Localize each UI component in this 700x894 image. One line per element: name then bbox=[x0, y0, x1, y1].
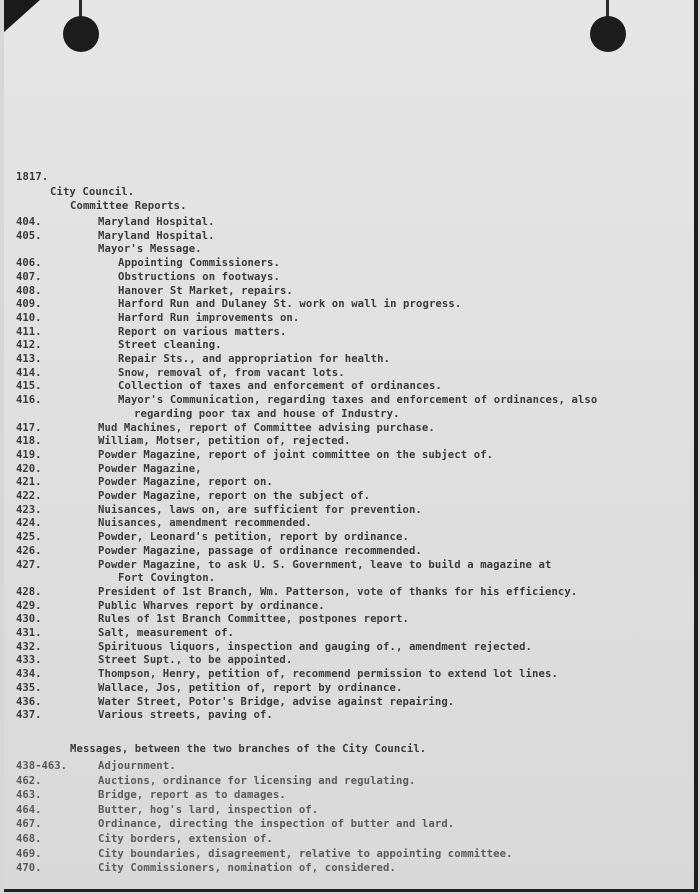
message-number: 464. bbox=[16, 803, 42, 816]
entry-text: Harford Run and Dulaney St. work on wall in progress. bbox=[118, 298, 462, 311]
entry-text: Powder Magazine, report on. bbox=[98, 476, 273, 489]
council-heading: City Council. bbox=[50, 186, 135, 198]
entry-text: Powder Magazine, to ask U. S. Government, leave to build a magazine at bbox=[98, 558, 552, 571]
entry-number: 420. bbox=[16, 462, 42, 475]
entry-text: Wallace, Jos, petition of, report by ordinance. bbox=[98, 681, 403, 694]
message-text: Auctions, ordinance for licensing and regulating. bbox=[98, 774, 416, 787]
entry-text: Obstructions on footways. bbox=[118, 270, 280, 283]
entry-text: Mud Machines, report of Committee advising purchase. bbox=[98, 421, 435, 434]
message-text: City Commissioners, nomination of, considered. bbox=[98, 862, 396, 875]
entry-text: Hanover St Market, repairs. bbox=[118, 284, 293, 297]
entry-number: 411. bbox=[16, 325, 42, 338]
entry-text: Powder Magazine, passage of ordinance recommended. bbox=[98, 544, 422, 557]
entry-text: Maryland Hospital. bbox=[98, 229, 215, 242]
entry-number: 418. bbox=[16, 435, 42, 448]
entry-text: Rules of 1st Branch Committee, postpones report. bbox=[98, 613, 409, 626]
message-text: City boundaries, disagreement, relative to appointing committee. bbox=[98, 847, 513, 860]
entry-number: 415. bbox=[16, 380, 42, 393]
entry-number: 437. bbox=[16, 709, 42, 722]
entry-text: Powder Magazine, bbox=[98, 462, 202, 475]
entry-number: 409. bbox=[16, 298, 42, 311]
punch-hole-right bbox=[590, 16, 626, 52]
entry-number: 417. bbox=[16, 421, 42, 434]
entry-text: Powder Magazine, report of joint committee on the subject of. bbox=[98, 448, 494, 461]
message-text: Butter, hog's lard, inspection of. bbox=[98, 803, 319, 816]
messages-heading: Messages, between the two branches of the City Council. bbox=[70, 743, 427, 755]
entry-number: 432. bbox=[16, 640, 42, 653]
entry-number: 427. bbox=[16, 558, 42, 571]
entry-text: regarding poor tax and house of Industry. bbox=[134, 407, 400, 420]
entry-number: 434. bbox=[16, 668, 42, 681]
entry-number: 425. bbox=[16, 531, 42, 544]
punch-hole-left bbox=[63, 16, 99, 52]
entry-number: 435. bbox=[16, 681, 42, 694]
message-number: 470. bbox=[16, 862, 42, 875]
message-number: 469. bbox=[16, 847, 42, 860]
entry-number: 404. bbox=[16, 216, 42, 228]
message-number: 463. bbox=[16, 789, 42, 802]
entry-text: Snow, removal of, from vacant lots. bbox=[118, 366, 345, 379]
page-bottom-edge bbox=[4, 889, 698, 892]
entry-text: Collection of taxes and enforcement of ordinances. bbox=[118, 380, 442, 393]
page-right-edge bbox=[694, 0, 698, 892]
entry-number: 431. bbox=[16, 627, 42, 639]
message-number: 467. bbox=[16, 818, 42, 831]
message-text: Adjournment. bbox=[98, 760, 176, 772]
entry-number: 424. bbox=[16, 517, 42, 530]
entry-number: 410. bbox=[16, 311, 42, 324]
entry-text: Street Supt., to be appointed. bbox=[98, 654, 293, 667]
entry-text: Fort Covington. bbox=[118, 572, 216, 585]
entry-text: Thompson, Henry, petition of, recommend permission to extend lot lines. bbox=[98, 668, 558, 681]
entry-number: 426. bbox=[16, 544, 42, 557]
entry-number: 416. bbox=[16, 394, 42, 407]
message-number: 438-463. bbox=[16, 760, 68, 772]
entry-number: 436. bbox=[16, 695, 42, 708]
entry-number: 430. bbox=[16, 613, 42, 626]
entry-text: Spirituous liquors, inspection and gauging of., amendment rejected. bbox=[98, 640, 533, 653]
entry-number: 423. bbox=[16, 503, 42, 516]
entry-number: 405. bbox=[16, 229, 42, 242]
entry-text: Salt, measurement of. bbox=[98, 627, 235, 639]
message-number: 468. bbox=[16, 833, 42, 845]
committee-reports-heading: Committee Reports. bbox=[70, 200, 187, 212]
entry-number: 433. bbox=[16, 654, 42, 667]
entry-number: 414. bbox=[16, 366, 42, 379]
message-text: Ordinance, directing the inspection of butter and lard. bbox=[98, 818, 455, 831]
page-corner-shadow bbox=[4, 0, 41, 33]
entry-text: William, Motser, petition of, rejected. bbox=[98, 435, 351, 448]
document-page bbox=[4, 0, 698, 892]
entry-text: Various streets, paving of. bbox=[98, 709, 273, 722]
message-text: City borders, extension of. bbox=[98, 833, 273, 845]
entry-text: President of 1st Branch, Wm. Patterson, vote of thanks for his efficiency. bbox=[98, 585, 578, 598]
year-heading: 1817. bbox=[16, 171, 49, 183]
entry-text: Powder Magazine, report on the subject of. bbox=[98, 490, 371, 502]
entry-text: Repair Sts., and appropriation for health. bbox=[118, 353, 391, 365]
entry-text: Public Wharves report by ordinance. bbox=[98, 599, 325, 612]
entry-text: Mayor's Message. bbox=[98, 243, 202, 256]
entry-number: 421. bbox=[16, 476, 42, 489]
entry-text: Harford Run improvements on. bbox=[118, 311, 300, 324]
entry-number: 428. bbox=[16, 585, 42, 598]
entry-text: Report on various matters. bbox=[118, 325, 287, 338]
entry-number: 406. bbox=[16, 257, 42, 270]
entry-text: Nuisances, laws on, are sufficient for prevention. bbox=[98, 503, 422, 516]
entry-text: Powder, Leonard's petition, report by ordinance. bbox=[98, 531, 409, 544]
entry-number: 407. bbox=[16, 270, 42, 283]
message-number: 462. bbox=[16, 774, 42, 787]
entry-number: 413. bbox=[16, 353, 42, 365]
entry-text: Appointing Commissioners. bbox=[118, 257, 280, 270]
entry-text: Water Street, Potor's Bridge, advise against repairing. bbox=[98, 695, 455, 708]
entry-text: Mayor's Communication, regarding taxes and enforcement of ordinances, also bbox=[118, 394, 598, 407]
entry-number: 419. bbox=[16, 448, 42, 461]
entry-number: 429. bbox=[16, 599, 42, 612]
entry-number: 412. bbox=[16, 339, 42, 352]
entry-number: 408. bbox=[16, 284, 42, 297]
entry-number: 422. bbox=[16, 490, 42, 502]
entry-text: Street cleaning. bbox=[118, 339, 222, 352]
entry-text: Nuisances, amendment recommended. bbox=[98, 517, 312, 530]
entry-text: Maryland Hospital. bbox=[98, 216, 215, 228]
message-text: Bridge, report as to damages. bbox=[98, 789, 286, 802]
